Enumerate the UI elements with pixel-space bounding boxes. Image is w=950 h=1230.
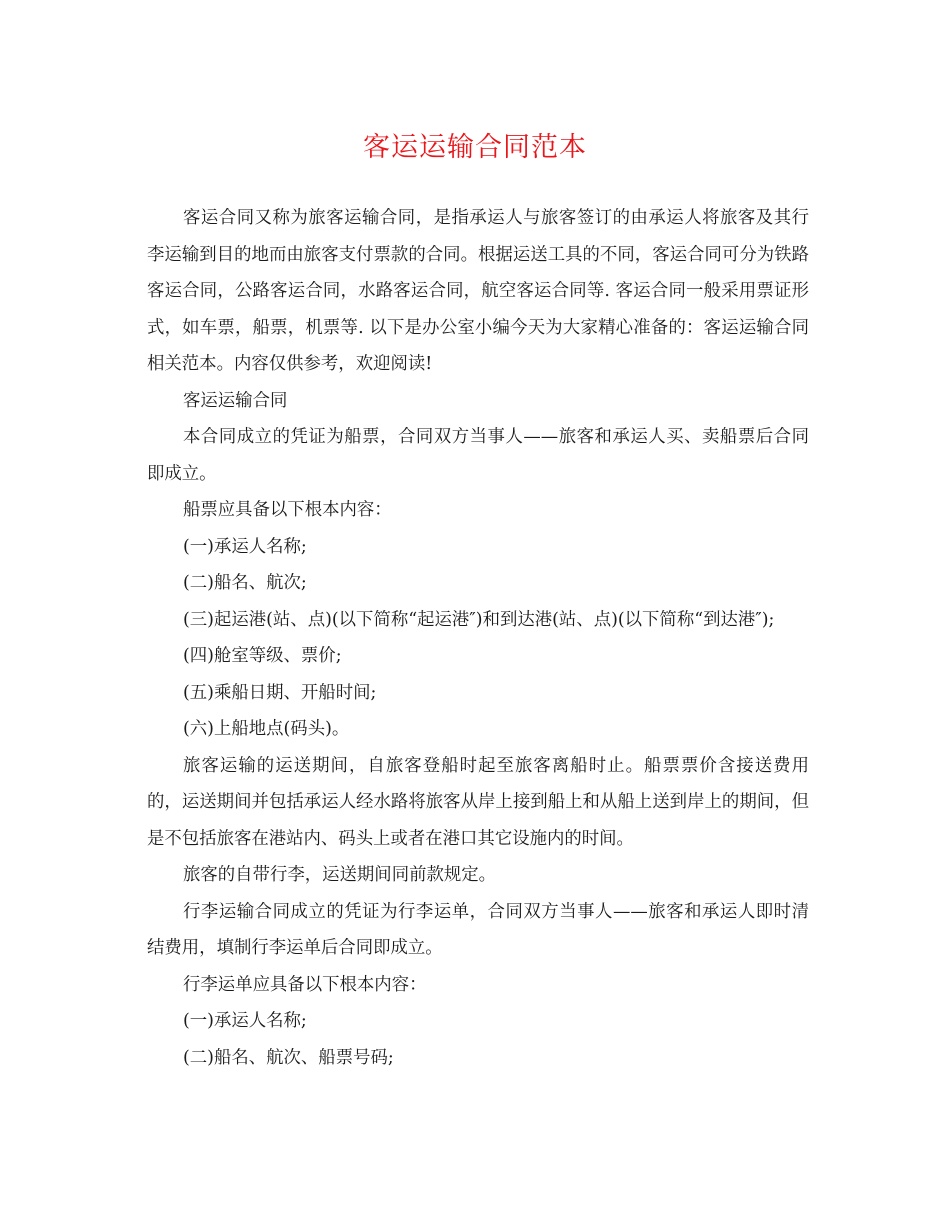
list-item: (五)乘船日期、开船时间; <box>183 682 377 703</box>
section-heading: 客运运输合同 <box>183 390 288 411</box>
list-item: (一)承运人名称; <box>183 1011 307 1031</box>
paragraph: 旅客的自带行李，运送期间同前款规定。 <box>183 865 497 885</box>
list-item: (六)上船地点(码头)。 <box>183 719 350 739</box>
paragraph: 本合同成立的凭证为船票，合同双方当事人——旅客和承运人买、卖船票后合同即成立。 <box>147 427 809 484</box>
document-title: 客运运输合同范本 <box>363 132 587 163</box>
list-item: (一)承运人名称; <box>183 536 307 557</box>
paragraph: 船票应具备以下根本内容： <box>183 500 392 520</box>
intro-paragraph: 客运合同又称为旅客运输合同，是指承运人与旅客签订的由承运人将旅客及其行李运输到目的地而由旅客支付票款的合同。根据运送工具的不同，客运合同可分为铁路客运合同，公路客运合同，水路客运合同，航空客运合同等. 客运合同一般采用票证形式，如车票，船票，机票等. 以下是办公室小编今天为大家精心准备的：客运运输合同相关范本。内容仅供参考，欢迎阅读! <box>147 208 809 374</box>
paragraph: 行李运单应具备以下根本内容： <box>183 974 427 995</box>
list-item: (二)船名、航次; <box>183 573 307 593</box>
list-item: (三)起运港(站、点)(以下简称“起运港″)和到达港(站、点)(以下简称“到达港″); <box>183 609 775 630</box>
list-item: (四)舱室等级、票价; <box>183 646 342 666</box>
list-item: (二)船名、航次、船票号码; <box>183 1047 394 1068</box>
paragraph: 旅客运输的运送期间，自旅客登船时起至旅客离船时止。船票票价含接送费用的，运送期间并包括承运人经水路将旅客从岸上接到船上和从船上送到岸上的期间，但是不包括旅客在港站内、码头上或者在港口其它设施内的时间。 <box>147 755 809 849</box>
document-body <box>147 200 809 1076</box>
paragraph: 行李运输合同成立的凭证为行李运单，合同双方当事人——旅客和承运人即时清结费用，填制行李运单后合同即成立。 <box>147 901 809 958</box>
